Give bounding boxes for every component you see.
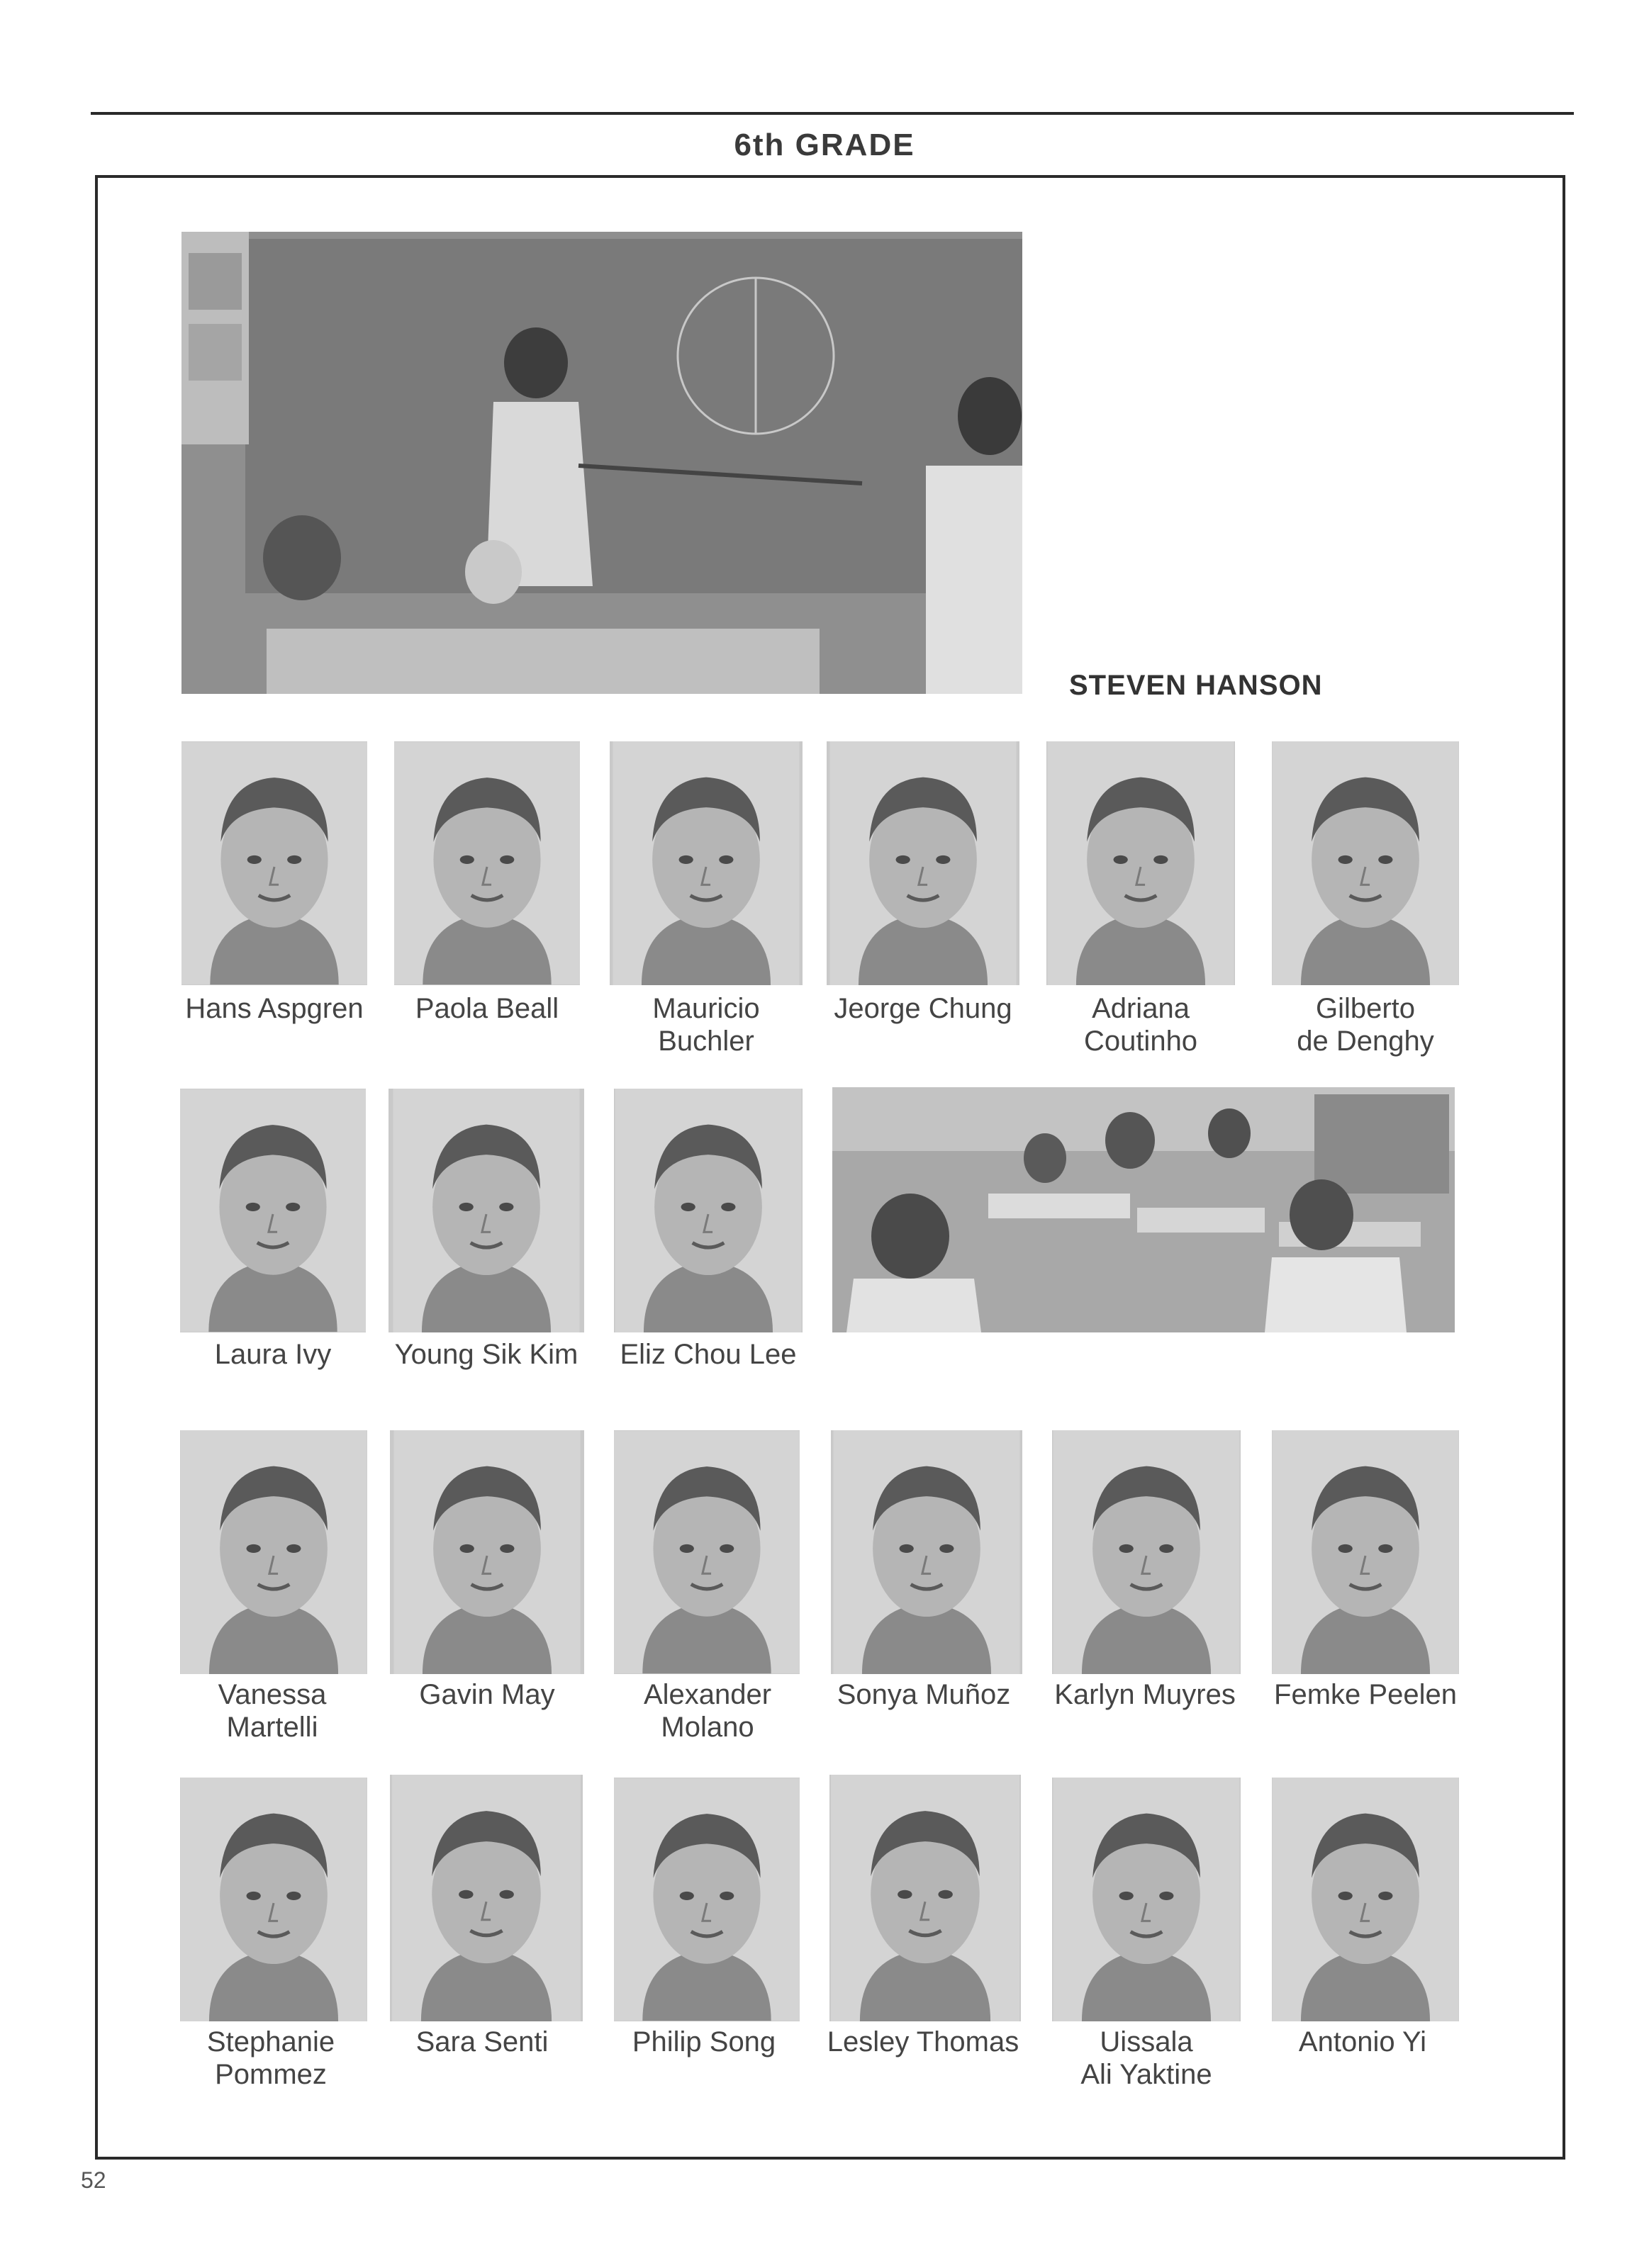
student-name: Sonya Muñoz (837, 1679, 1011, 1710)
portrait-photo (180, 1778, 367, 2021)
portrait-photo (180, 1430, 367, 1674)
student-name: Lesley Thomas (827, 2026, 1019, 2058)
student-name: Gilberto de Denghy (1297, 993, 1434, 1057)
portrait-photo (1052, 1430, 1241, 1674)
portrait-photo (1272, 741, 1459, 985)
student-name: Vanessa Martelli (218, 1679, 327, 1743)
student-name: Mauricio Buchler (652, 993, 760, 1057)
student-name: Young Sik Kim (394, 1339, 578, 1370)
top-rule (91, 112, 1574, 115)
portrait-photo (1272, 1430, 1459, 1674)
student-name: Alexander Molano (643, 1679, 772, 1743)
portrait-photo (394, 741, 580, 985)
portrait-photo (831, 1430, 1022, 1674)
student-name: Jeorge Chung (834, 993, 1012, 1024)
student-name: Femke Peelen (1274, 1679, 1457, 1710)
portrait-photo (180, 1089, 366, 1332)
portrait-photo (614, 1430, 800, 1674)
portrait-photo (1046, 741, 1235, 985)
portrait-photo (1052, 1778, 1241, 2021)
teacher-name: STEVEN HANSON (1069, 670, 1323, 701)
portrait-photo (389, 1089, 584, 1332)
student-name: Paola Beall (415, 993, 559, 1024)
student-name: Eliz Chou Lee (620, 1339, 797, 1370)
portrait-photo (181, 741, 367, 985)
student-name: Gavin May (419, 1679, 555, 1710)
portrait-photo (829, 1775, 1021, 2021)
classroom-photo-teacher (181, 232, 1022, 694)
student-name: Uissala Ali Yaktine (1080, 2026, 1212, 2090)
student-name: Hans Aspgren (185, 993, 364, 1024)
student-name: Stephanie Pommez (206, 2026, 335, 2090)
student-name: Laura Ivy (214, 1339, 332, 1370)
student-name: Sara Senti (415, 2026, 549, 2058)
portrait-photo (1272, 1778, 1459, 2021)
portrait-photo (610, 741, 803, 985)
student-name: Antonio Yi (1298, 2026, 1427, 2058)
portrait-photo (827, 741, 1019, 985)
portrait-photo (614, 1778, 800, 2021)
classroom-photo-students (832, 1087, 1455, 1332)
page-number: 52 (81, 2167, 106, 2193)
page-title: 6th GRADE (734, 128, 915, 162)
student-name: Karlyn Muyres (1054, 1679, 1236, 1710)
portrait-photo (390, 1775, 583, 2021)
portrait-photo (390, 1430, 584, 1674)
portrait-photo (614, 1089, 803, 1332)
student-name: Philip Song (632, 2026, 776, 2058)
student-name: Adriana Coutinho (1083, 993, 1198, 1057)
